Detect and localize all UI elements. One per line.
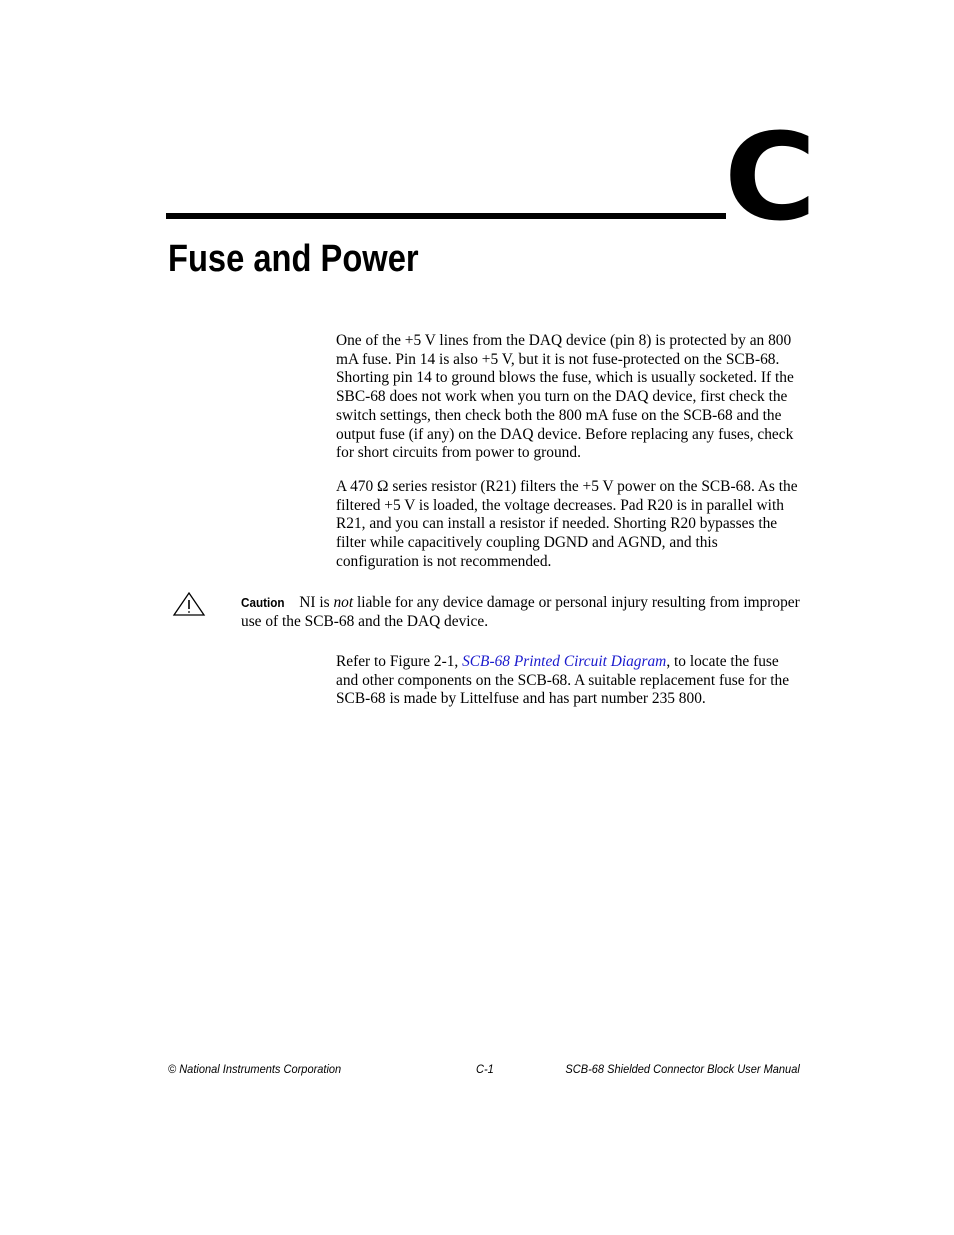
- warning-triangle-icon: [172, 591, 206, 617]
- chapter-rule: [166, 213, 726, 219]
- paragraph-refer: [336, 653, 802, 709]
- paragraph-fuse: One of the +5 V lines from the DAQ device (pin 8) is protected by an 800 mA fuse. Pin 14 is also +5 V, but it is not fuse-protected on the SCB-68. Shorting pin 14 to ground blows the fuse, which is usually socketed. If the SBC-68 does not work when you turn on the DAQ device, first check the switch settings, then check both the 800 mA fuse on the SCB-68 and the output fuse (if any) on the DAQ device. Before replacing any fuses, check for short circuits from power to ground.: [336, 332, 794, 462]
- page-title: Fuse and Power: [168, 238, 419, 280]
- refer-text-after: , to locate the fuse and other components on the SCB-68. A suitable replacement fuse for the SCB-68 is made by Littelfuse and has part number 235 800.: [336, 653, 790, 708]
- paragraph-resistor: A 470 Ω series resistor (R21) filters the +5 V power on the SCB-68. As the filtered +5 V is loaded, the voltage decreases. Pad R20 is in parallel with R21, and you can install a resistor if needed. Shorting R20 bypasses the filter while capacitively coupling DGND and AGND, and this configuration is not recommended.: [336, 478, 798, 570]
- caution-text-before: NI is: [299, 594, 334, 611]
- refer-text-before: Refer to Figure 2-1,: [336, 653, 463, 670]
- footer-page-number: C-1: [476, 1062, 494, 1076]
- footer-copyright: © National Instruments Corporation: [168, 1062, 342, 1076]
- figure-cross-reference-link[interactable]: SCB-68 Printed Circuit Diagram: [462, 653, 667, 670]
- chapter-letter: C: [724, 109, 815, 248]
- caution-emphasis: not: [333, 594, 354, 611]
- footer-manual-title: SCB-68 Shielded Connector Block User Manual: [565, 1062, 800, 1076]
- caution-text-after: liable for any device damage or personal injury resulting from improper use of the SCB-68 and the DAQ device.: [241, 594, 800, 630]
- caution-label: Caution: [241, 595, 285, 610]
- caution-note: [241, 594, 803, 631]
